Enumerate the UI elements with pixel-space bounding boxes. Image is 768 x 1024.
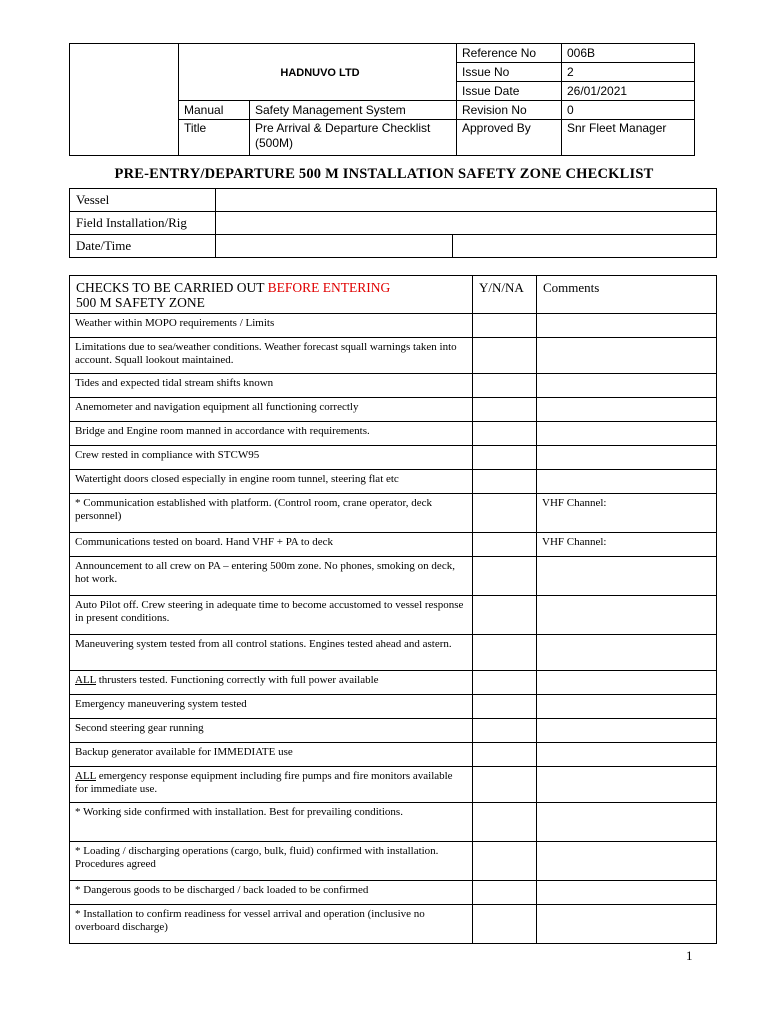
title-label: Title	[179, 120, 250, 156]
checklist-row	[70, 803, 717, 842]
checklist-heading	[70, 276, 473, 314]
comment-cell[interactable]	[537, 842, 717, 881]
check-item-text	[70, 671, 473, 695]
comment-cell[interactable]	[537, 743, 717, 767]
comment-cell[interactable]	[537, 635, 717, 671]
issue-no-label: Issue No	[457, 63, 562, 82]
company-name: HADNUVO LTD	[179, 44, 457, 101]
checklist-row	[70, 596, 717, 635]
check-item-text: Backup generator available for IMMEDIATE use	[70, 743, 473, 767]
check-item-text: Watertight doors closed especially in engine room tunnel, steering flat etc	[70, 470, 473, 494]
yn-cell[interactable]	[473, 470, 537, 494]
checklist-table	[69, 275, 717, 944]
yn-cell[interactable]	[473, 338, 537, 374]
date-time-label: Date/Time	[70, 235, 216, 258]
comment-cell[interactable]	[537, 803, 717, 842]
checklist-row	[70, 338, 717, 374]
logo-cell	[70, 44, 179, 156]
check-item-text: Weather within MOPO requirements / Limits	[70, 314, 473, 338]
field-installation-input[interactable]	[216, 212, 717, 235]
check-item-text: * Dangerous goods to be discharged / back loaded to be confirmed	[70, 881, 473, 905]
title-value: Pre Arrival & Departure Checklist (500M)	[250, 120, 457, 156]
checklist-heading-line2: 500 M SAFETY ZONE	[76, 295, 205, 310]
checklist-row	[70, 314, 717, 338]
checklist-row	[70, 842, 717, 881]
comment-cell[interactable]	[537, 338, 717, 374]
yn-cell[interactable]	[473, 671, 537, 695]
checklist-row	[70, 743, 717, 767]
checklist-row	[70, 767, 717, 803]
comment-cell[interactable]	[537, 881, 717, 905]
checklist-row	[70, 719, 717, 743]
manual-value: Safety Management System	[250, 101, 457, 120]
comment-cell[interactable]	[537, 314, 717, 338]
comment-cell[interactable]	[537, 767, 717, 803]
issue-no-value: 2	[562, 63, 695, 82]
check-item-text: Limitations due to sea/weather conditions. Weather forecast squall warnings taken into account. Squall lookout maintained.	[70, 338, 473, 374]
document-title: PRE-ENTRY/DEPARTURE 500 M INSTALLATION SAFETY ZONE CHECKLIST	[114, 166, 654, 182]
check-item-text: Emergency maneuvering system tested	[70, 695, 473, 719]
reference-no-label: Reference No	[457, 44, 562, 63]
checklist-row	[70, 446, 717, 470]
checklist-body	[70, 314, 717, 944]
check-item-text: Communications tested on board. Hand VHF + PA to deck	[70, 533, 473, 557]
yn-column-header: Y/N/NA	[473, 276, 537, 314]
checklist-row	[70, 881, 717, 905]
check-item-text: * Installation to confirm readiness for vessel arrival and operation (inclusive no overboard discharge)	[70, 905, 473, 944]
comment-cell[interactable]	[537, 557, 717, 596]
yn-cell[interactable]	[473, 314, 537, 338]
checklist-row	[70, 494, 717, 533]
checklist-heading-highlight: BEFORE ENTERING	[267, 280, 391, 295]
yn-cell[interactable]	[473, 494, 537, 533]
date-input[interactable]	[216, 235, 453, 258]
comment-cell[interactable]	[537, 374, 717, 398]
yn-cell[interactable]	[473, 767, 537, 803]
vessel-label: Vessel	[70, 189, 216, 212]
page-number: 1	[686, 948, 693, 963]
manual-label: Manual	[179, 101, 250, 120]
yn-cell[interactable]	[473, 719, 537, 743]
checklist-row	[70, 635, 717, 671]
emphasis-all: ALL	[75, 770, 96, 782]
yn-cell[interactable]	[473, 422, 537, 446]
yn-cell[interactable]	[473, 905, 537, 944]
field-installation-label: Field Installation/Rig	[70, 212, 216, 235]
comment-cell[interactable]	[537, 422, 717, 446]
yn-cell[interactable]	[473, 743, 537, 767]
yn-cell[interactable]	[473, 446, 537, 470]
checklist-row	[70, 398, 717, 422]
check-item-text: Bridge and Engine room manned in accordance with requirements.	[70, 422, 473, 446]
checklist-row	[70, 374, 717, 398]
yn-cell[interactable]	[473, 842, 537, 881]
check-item-text: Maneuvering system tested from all control stations. Engines tested ahead and astern.	[70, 635, 473, 671]
check-item-text: * Working side confirmed with installation. Best for prevailing conditions.	[70, 803, 473, 842]
comment-cell[interactable]	[537, 695, 717, 719]
approved-by-value: Snr Fleet Manager	[562, 120, 695, 156]
checklist-row	[70, 533, 717, 557]
check-item-text: * Loading / discharging operations (cargo, bulk, fluid) confirmed with installation. Procedures agreed	[70, 842, 473, 881]
comment-cell[interactable]	[537, 671, 717, 695]
check-item-text: Anemometer and navigation equipment all functioning correctly	[70, 398, 473, 422]
issue-date-value: 26/01/2021	[562, 82, 695, 101]
check-item-text: Announcement to all crew on PA – entering 500m zone. No phones, smoking on deck, hot work.	[70, 557, 473, 596]
yn-cell[interactable]	[473, 557, 537, 596]
yn-cell[interactable]	[473, 881, 537, 905]
vessel-input[interactable]	[216, 189, 717, 212]
comment-cell[interactable]	[537, 596, 717, 635]
comment-cell[interactable]	[537, 470, 717, 494]
comment-cell[interactable]: VHF Channel:	[537, 494, 717, 533]
comment-cell[interactable]: VHF Channel:	[537, 533, 717, 557]
checklist-row	[70, 470, 717, 494]
checklist-row	[70, 671, 717, 695]
vessel-info-table	[69, 188, 717, 258]
check-item-text: Crew rested in compliance with STCW95	[70, 446, 473, 470]
comment-cell[interactable]	[537, 719, 717, 743]
checklist-row	[70, 422, 717, 446]
emphasis-all: ALL	[75, 674, 96, 686]
yn-cell[interactable]	[473, 533, 537, 557]
revision-no-label: Revision No	[457, 101, 562, 120]
check-item-text	[70, 767, 473, 803]
checklist-row	[70, 905, 717, 944]
comment-cell[interactable]	[537, 905, 717, 944]
issue-date-label: Issue Date	[457, 82, 562, 101]
check-item-text: * Communication established with platform. (Control room, crane operator, deck personnel)	[70, 494, 473, 533]
check-item-text: Tides and expected tidal stream shifts known	[70, 374, 473, 398]
reference-no-value: 006B	[562, 44, 695, 63]
time-input[interactable]	[453, 235, 717, 258]
yn-cell[interactable]	[473, 803, 537, 842]
check-item-rest: thrusters tested. Functioning correctly with full power available	[95, 674, 379, 686]
checklist-row	[70, 557, 717, 596]
comment-cell[interactable]	[537, 446, 717, 470]
yn-cell[interactable]	[473, 398, 537, 422]
checklist-row	[70, 695, 717, 719]
check-item-text: Second steering gear running	[70, 719, 473, 743]
yn-cell[interactable]	[473, 695, 537, 719]
yn-cell[interactable]	[473, 596, 537, 635]
yn-cell[interactable]	[473, 374, 537, 398]
checklist-heading-prefix: CHECKS TO BE CARRIED OUT	[76, 280, 268, 295]
revision-no-value: 0	[562, 101, 695, 120]
approved-by-label: Approved By	[457, 120, 562, 156]
document-header-table	[69, 43, 695, 156]
comment-cell[interactable]	[537, 398, 717, 422]
comments-column-header: Comments	[537, 276, 717, 314]
check-item-text: Auto Pilot off. Crew steering in adequate time to become accustomed to vessel response in present conditions.	[70, 596, 473, 635]
yn-cell[interactable]	[473, 635, 537, 671]
check-item-rest: emergency response equipment including fire pumps and fire monitors available for immediate use.	[75, 770, 453, 795]
